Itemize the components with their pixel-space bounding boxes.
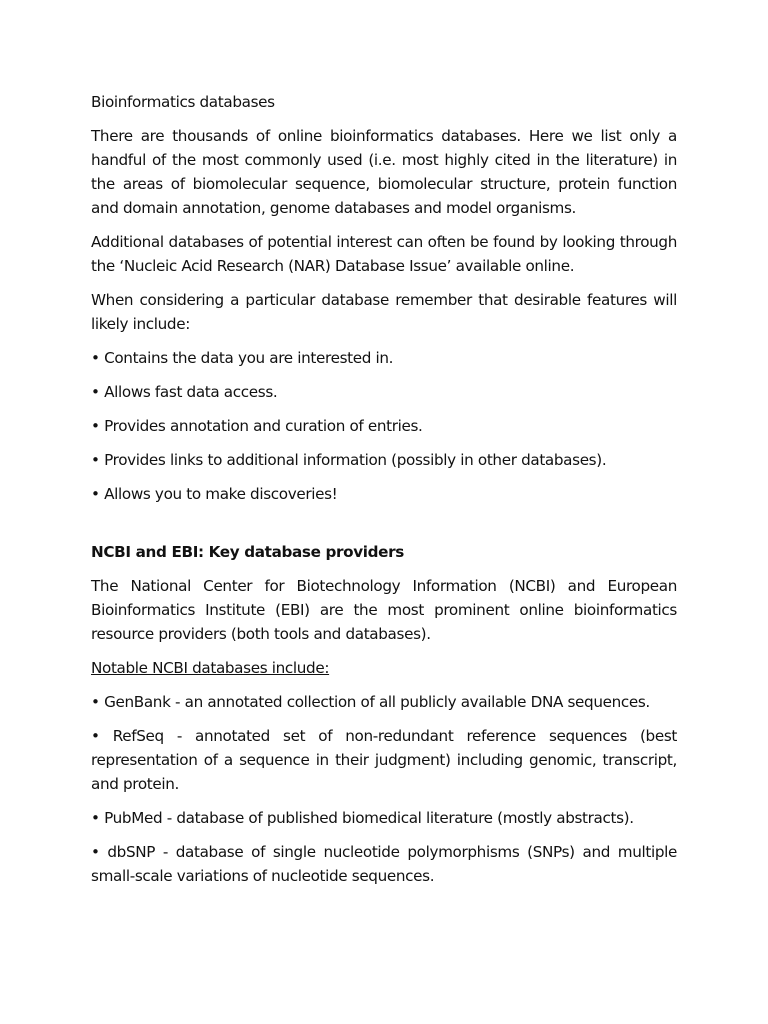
list-item: • RefSeq - annotated set of non-redundant reference sequences (best representation of a sequence in their judgment) including genomic, transcript, and protein. [91,727,677,793]
section-heading: NCBI and EBI: Key database providers [91,543,404,561]
bullet-icon: • [91,349,100,367]
list-item: • Allows fast data access. [91,383,278,401]
list-item: • GenBank - an annotated collection of all publicly available DNA sequences. [91,693,650,711]
ncbi-database-list [91,690,677,888]
bullet-icon: • [91,727,100,745]
bullet-icon: • [91,451,100,469]
list-item: • Provides links to additional information (possibly in other databases). [91,451,607,469]
list-item: • Provides annotation and curation of entries. [91,417,423,435]
notable-label: Notable NCBI databases include: [91,659,330,677]
list-item: • Allows you to make discoveries! [91,485,338,503]
intro-paragraph: There are thousands of online bioinformatics databases. Here we list only a handful of the most commonly used (i.e. most highly cited in the literature) in the areas of biomolecular sequence, biomolecular structure, protein function and domain annotation, genome databases and model organisms. [91,127,677,217]
bullet-icon: • [91,485,100,503]
document-page [91,90,677,898]
feature-list [91,346,677,506]
additional-paragraph: Additional databases of potential interest can often be found by looking through the ‘Nucleic Acid Research (NAR) Database Issue’ available online. [91,233,677,275]
document-title: Bioinformatics databases [91,93,275,111]
considering-paragraph: When considering a particular database remember that desirable features will likely include: [91,291,677,333]
bullet-icon: • [91,809,100,827]
bullet-icon: • [91,383,100,401]
list-item: • PubMed - database of published biomedical literature (mostly abstracts). [91,809,634,827]
bullet-icon: • [91,843,100,861]
list-item: • Contains the data you are interested in. [91,349,394,367]
section-intro-paragraph: The National Center for Biotechnology Information (NCBI) and European Bioinformatics Institute (EBI) are the most prominent online bioinformatics resource providers (both tools and databases). [91,577,677,643]
bullet-icon: • [91,693,100,711]
bullet-icon: • [91,417,100,435]
list-item: • dbSNP - database of single nucleotide polymorphisms (SNPs) and multiple small-scale variations of nucleotide sequences. [91,843,677,885]
